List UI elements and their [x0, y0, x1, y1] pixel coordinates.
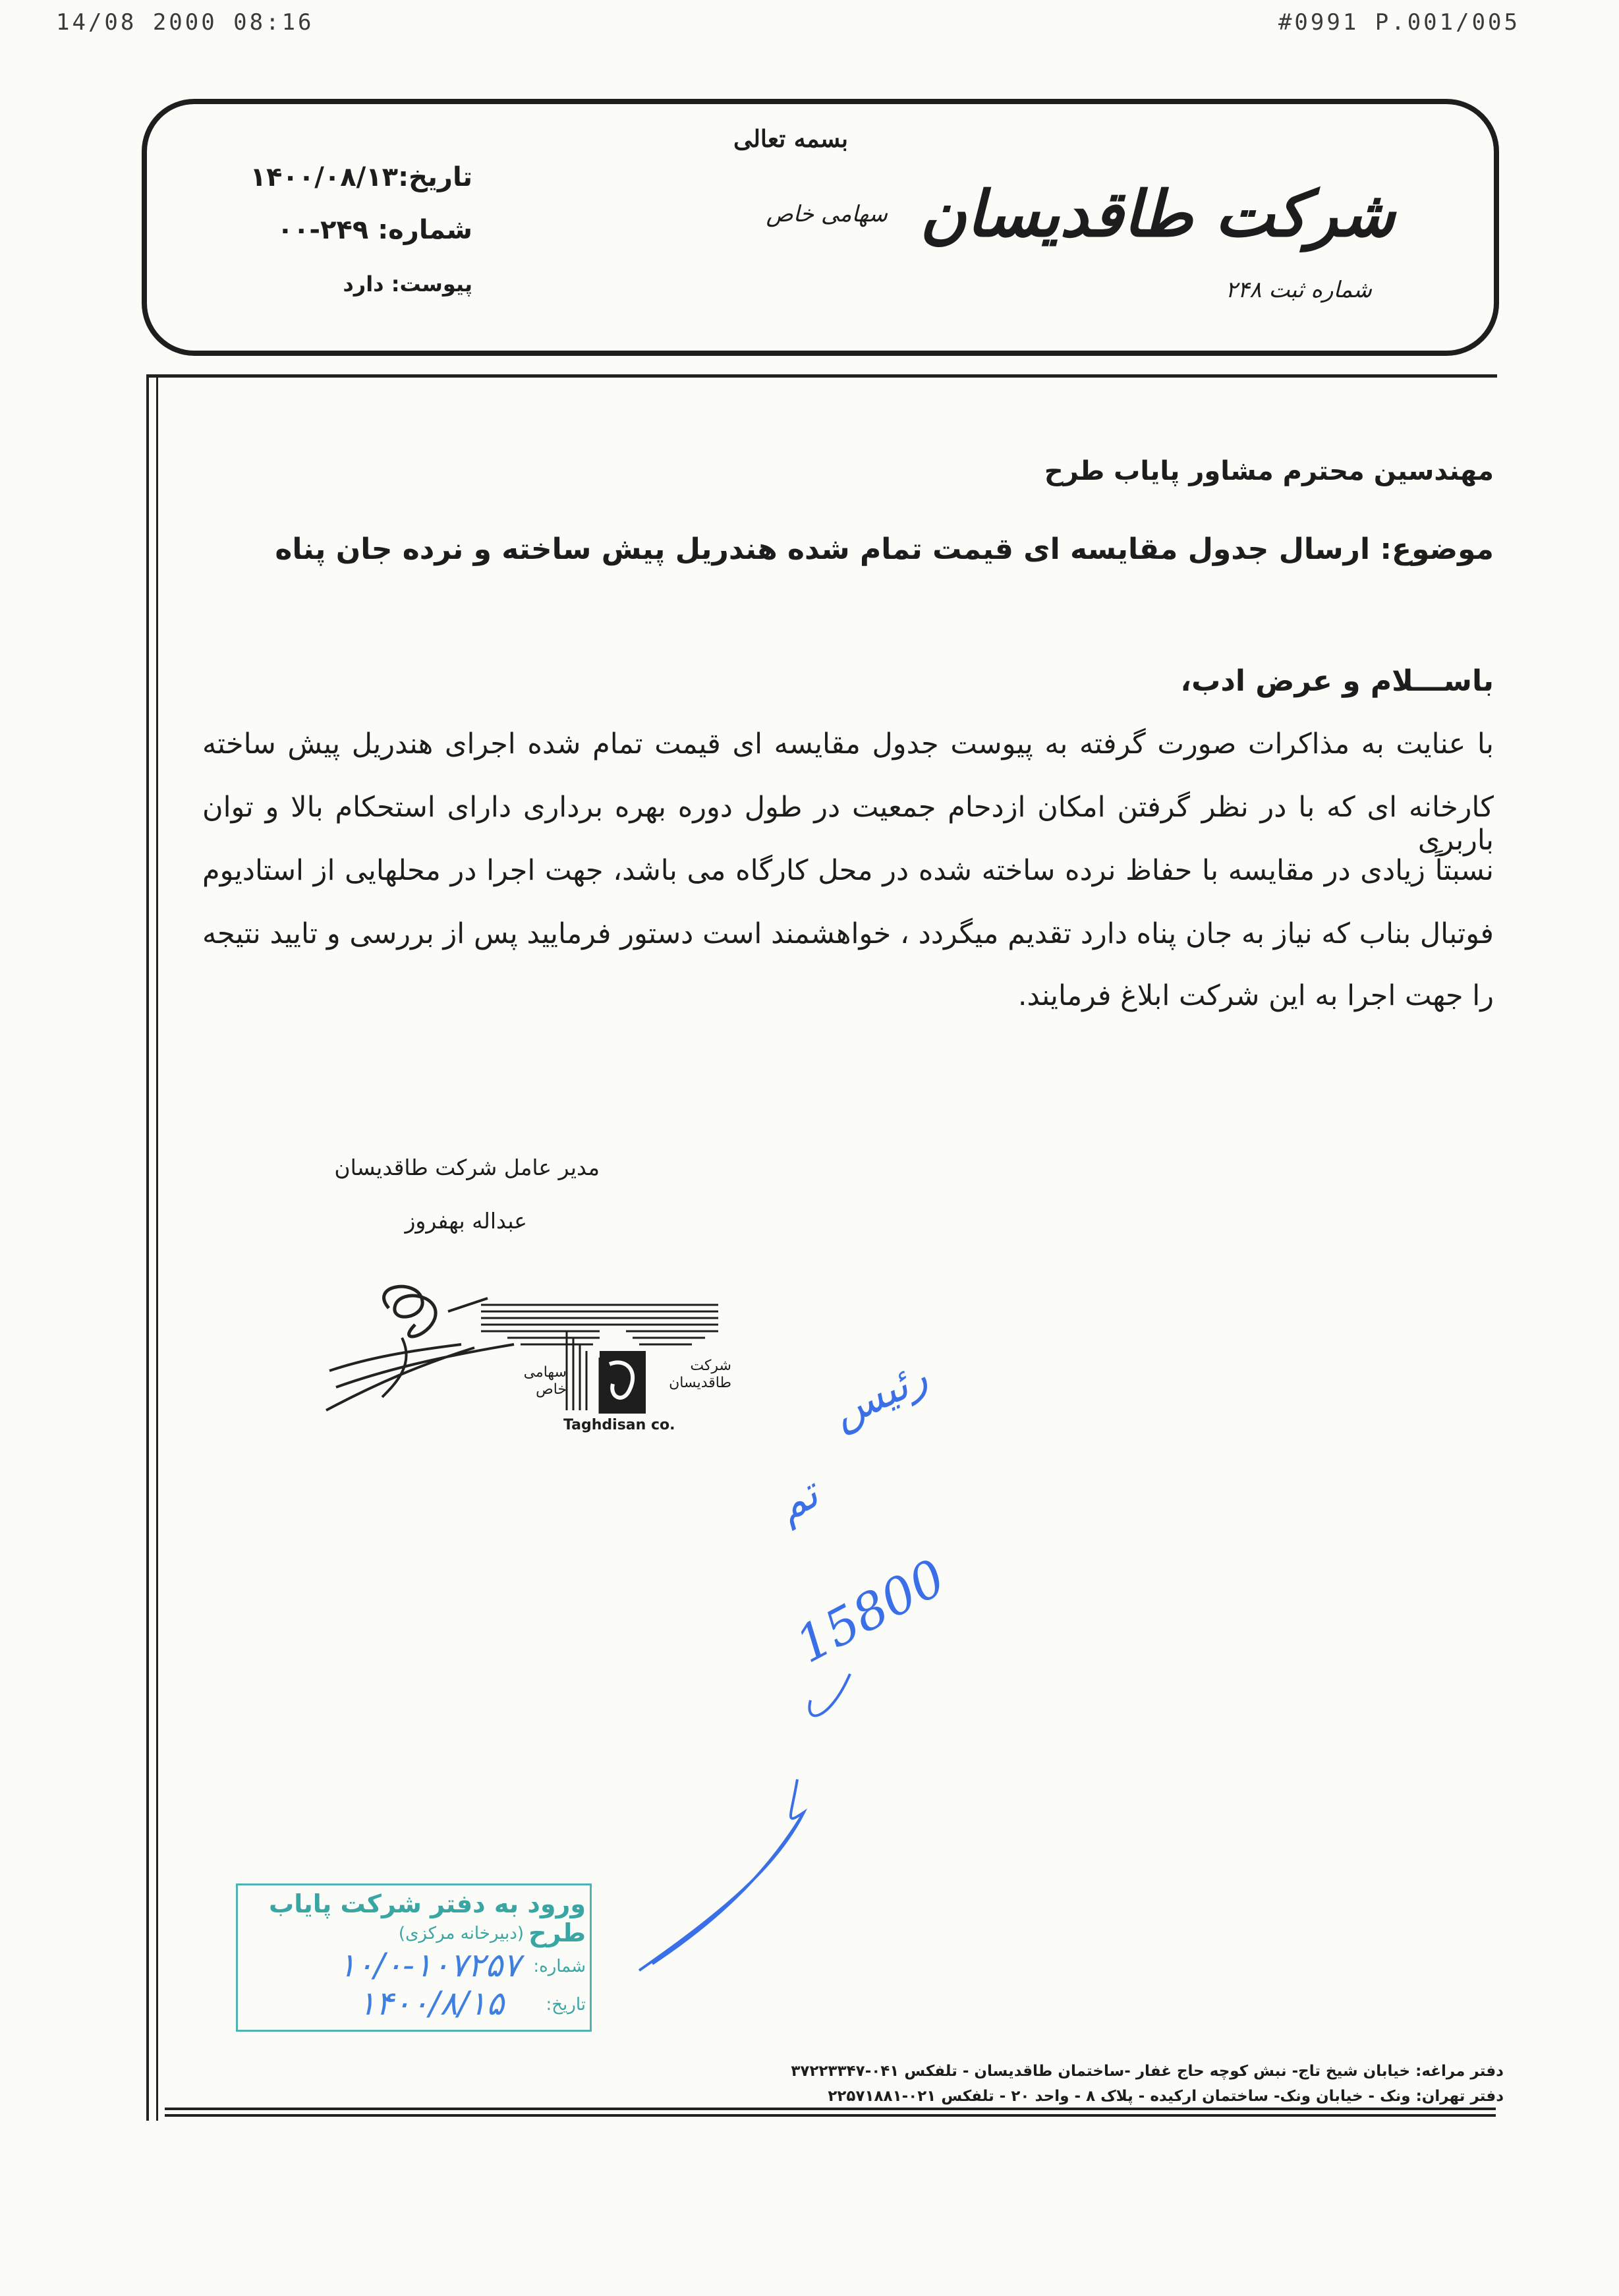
handwritten-note-line1: رئیس	[824, 1352, 935, 1439]
frame-bottom-rule	[165, 2108, 1496, 2117]
handwritten-initial-stroke	[633, 1648, 909, 1977]
stamp-date-value: ۱۴۰۰/۸/۱۵	[358, 1984, 504, 2023]
basmala: بسمه تعالی	[733, 125, 849, 153]
letter-date	[250, 162, 472, 192]
stamp-title: ورود به دفتر شرکت پایاب طرح	[269, 1889, 586, 1947]
stamp-subtitle: (دبیرخانه مرکزی)	[398, 1924, 524, 1943]
footer-address-tehran: دفتر تهران: ونک - خیابان ونک- ساختمان ارکیده - پلاک ۸ - واحد ۲۰ - تلفکس ۰۲۱-۲۲۵۷۱۸۸۱	[828, 2088, 1504, 2105]
stamp-date-label: تاریخ:	[546, 1995, 586, 2015]
company-logo-name: شرکت طاقدیسان	[920, 177, 1395, 251]
company-registration: شماره ثبت ۲۴۸	[1225, 277, 1372, 303]
footer-address-maragheh: دفتر مراغه: خیابان شیخ تاج- نبش کوچه حاج غفار -ساختمان طاقدیسان - تلفکس ۰۴۱-۳۷۲۲۳۳۴۷	[791, 2063, 1504, 2080]
seal-company-text: شرکت طاقدیسان	[669, 1358, 731, 1391]
date-value: ۱۴۰۰/۰۸/۱۳	[250, 162, 399, 192]
receipt-stamp	[236, 1883, 592, 2032]
attachment-value: دارد	[343, 272, 384, 297]
company-seal	[468, 1292, 731, 1437]
recipient: مهندسین محترم مشاور پایاب طرح	[1044, 456, 1494, 486]
date-label: تاریخ:	[398, 162, 472, 192]
body-line-3: نسبتاً زیادی در مقایسه با حفاظ نرده ساخته شده در محل کارگاه می باشد، جهت اجرا در محلهایی از استادیوم	[202, 854, 1494, 887]
body-line-1: با عنایت به مذاکرات صورت گرفته به پیوست جدول مقایسه ای قیمت تمام شده اجرای هندریل پیش ساخته	[202, 728, 1494, 761]
company-suffix: سهامی خاص	[766, 201, 888, 227]
fax-datetime: 14/08 2000 08:16	[56, 9, 314, 36]
number-label: شماره:	[378, 215, 472, 245]
handwritten-number: 15800	[786, 1547, 955, 1675]
number-value: ۲۴۹-۰۰	[277, 215, 369, 245]
greeting: باســـلام و عرض ادب،	[1180, 664, 1494, 698]
handwritten-note-line2: تم	[768, 1469, 827, 1532]
signatory-name: عبداله بهفروز	[405, 1208, 527, 1234]
signatory-title: مدیر عامل شرکت طاقدیسان	[334, 1155, 600, 1180]
body-line-4: فوتبال بناب که نیاز به جان پناه دارد تقدیم میگردد ، خواهشمند است دستور فرمایید پس از بررسی و تایید نتیجه	[202, 917, 1494, 950]
seal-latin-text: Taghdisan co.	[563, 1417, 675, 1433]
stamp-number-value: ۱۰/۰-۱۰۷۲۵۷	[338, 1946, 521, 1984]
body-line-5: را جهت اجرا به این شرکت ابلاغ فرمایند.	[1017, 979, 1494, 1012]
letter-attachment	[343, 272, 472, 297]
frame-left-rule	[146, 374, 158, 2121]
letter-number	[277, 215, 472, 245]
frame-top-rule	[146, 374, 1497, 378]
stamp-number-label: شماره:	[533, 1957, 586, 1976]
attachment-label: پیوست:	[391, 272, 472, 297]
seal-type-text: سهامی خاص	[523, 1364, 567, 1398]
body-line-2: کارخانه ای که با در نظر گرفتن امکان ازدحام جمعیت در طول دوره بهره برداری دارای استحکام بالا و توان باربری	[202, 791, 1494, 857]
fax-page-ref: #0991 P.001/005	[1278, 9, 1520, 36]
subject: موضوع: ارسال جدول مقایسه ای قیمت تمام شده هندریل پیش ساخته و نرده جان پناه	[275, 532, 1494, 566]
